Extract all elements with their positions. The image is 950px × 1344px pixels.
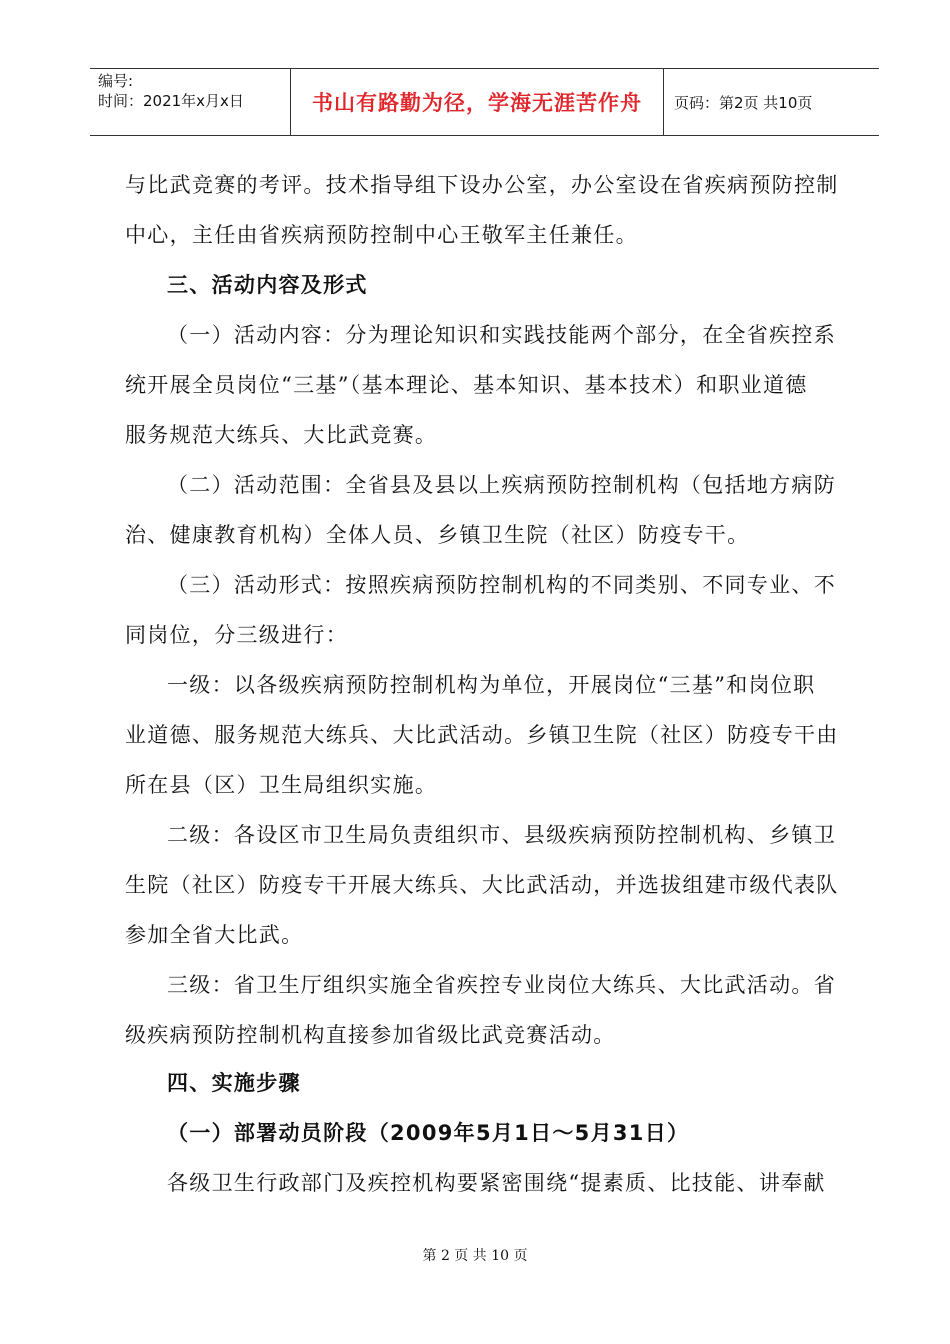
body-line: 各级卫生行政部门及疾控机构要紧密围绕“提素质、比技能、讲奉献 [167, 1171, 826, 1195]
body-line: 一级：以各级疾病预防控制机构为单位，开展岗位“三基”和岗位职 [167, 673, 816, 697]
body-line: 同岗位，分三级进行： [125, 623, 348, 647]
body-line: 三级：省卫生厅组织实施全省疾控专业岗位大练兵、大比武活动。省 [167, 973, 836, 997]
body-line: 二级：各设区市卫生局负责组织市、县级疾病预防控制机构、乡镇卫 [167, 823, 836, 847]
motto-text: 书山有路勤为径，学海无涯苦作舟 [312, 90, 642, 115]
footer-page-number: 第 2 页 共 10 页 [422, 1248, 528, 1264]
body-line: 与比武竞赛的考评。技术指导组下设办公室，办公室设在省疾病预防控制 [125, 173, 839, 197]
body-line: （三）活动形式：按照疾病预防控制机构的不同类别、不同专业、不 [167, 573, 836, 597]
body-line: 级疾病预防控制机构直接参加省级比武竞赛活动。 [125, 1023, 616, 1047]
body-line: 生院（社区）防疫专干开展大练兵、大比武活动，并选拔组建市级代表队 [125, 873, 839, 897]
body-line: 统开展全员岗位“三基”（基本理论、基本知识、基本技术）和职业道德 [125, 373, 808, 397]
body-line: 业道德、服务规范大练兵、大比武活动。乡镇卫生院（社区）防疫专干由 [125, 723, 839, 747]
document-header [90, 68, 879, 136]
number-label: 编号: [98, 72, 134, 90]
section-heading: 三、活动内容及形式 [167, 273, 368, 297]
body-line: 所在县（区）卫生局组织实施。 [125, 773, 438, 797]
header-meta-cell [90, 69, 291, 135]
body-line: 中心，主任由省疾病预防控制中心王敬军主任兼任。 [125, 223, 638, 247]
body-line: 参加全省大比武。 [125, 923, 304, 947]
header-page-cell [664, 69, 879, 135]
page-info: 页码：第2页 共10页 [674, 93, 813, 112]
time-label: 时间：2021年x月x日 [98, 92, 244, 110]
body-line: 服务规范大练兵、大比武竞赛。 [125, 423, 438, 447]
body-line: （一）活动内容：分为理论知识和实践技能两个部分，在全省疾控系 [167, 323, 836, 347]
body-line: （二）活动范围：全省县及县以上疾病预防控制机构（包括地方病防 [167, 473, 836, 497]
section-heading: 四、实施步骤 [167, 1071, 301, 1095]
subsection-heading: （一）部署动员阶段（2009年5月1日～5月31日） [167, 1121, 690, 1145]
body-line: 治、健康教育机构）全体人员、乡镇卫生院（社区）防疫专干。 [125, 523, 750, 547]
page-footer [0, 1245, 950, 1265]
header-motto-cell [291, 69, 664, 135]
